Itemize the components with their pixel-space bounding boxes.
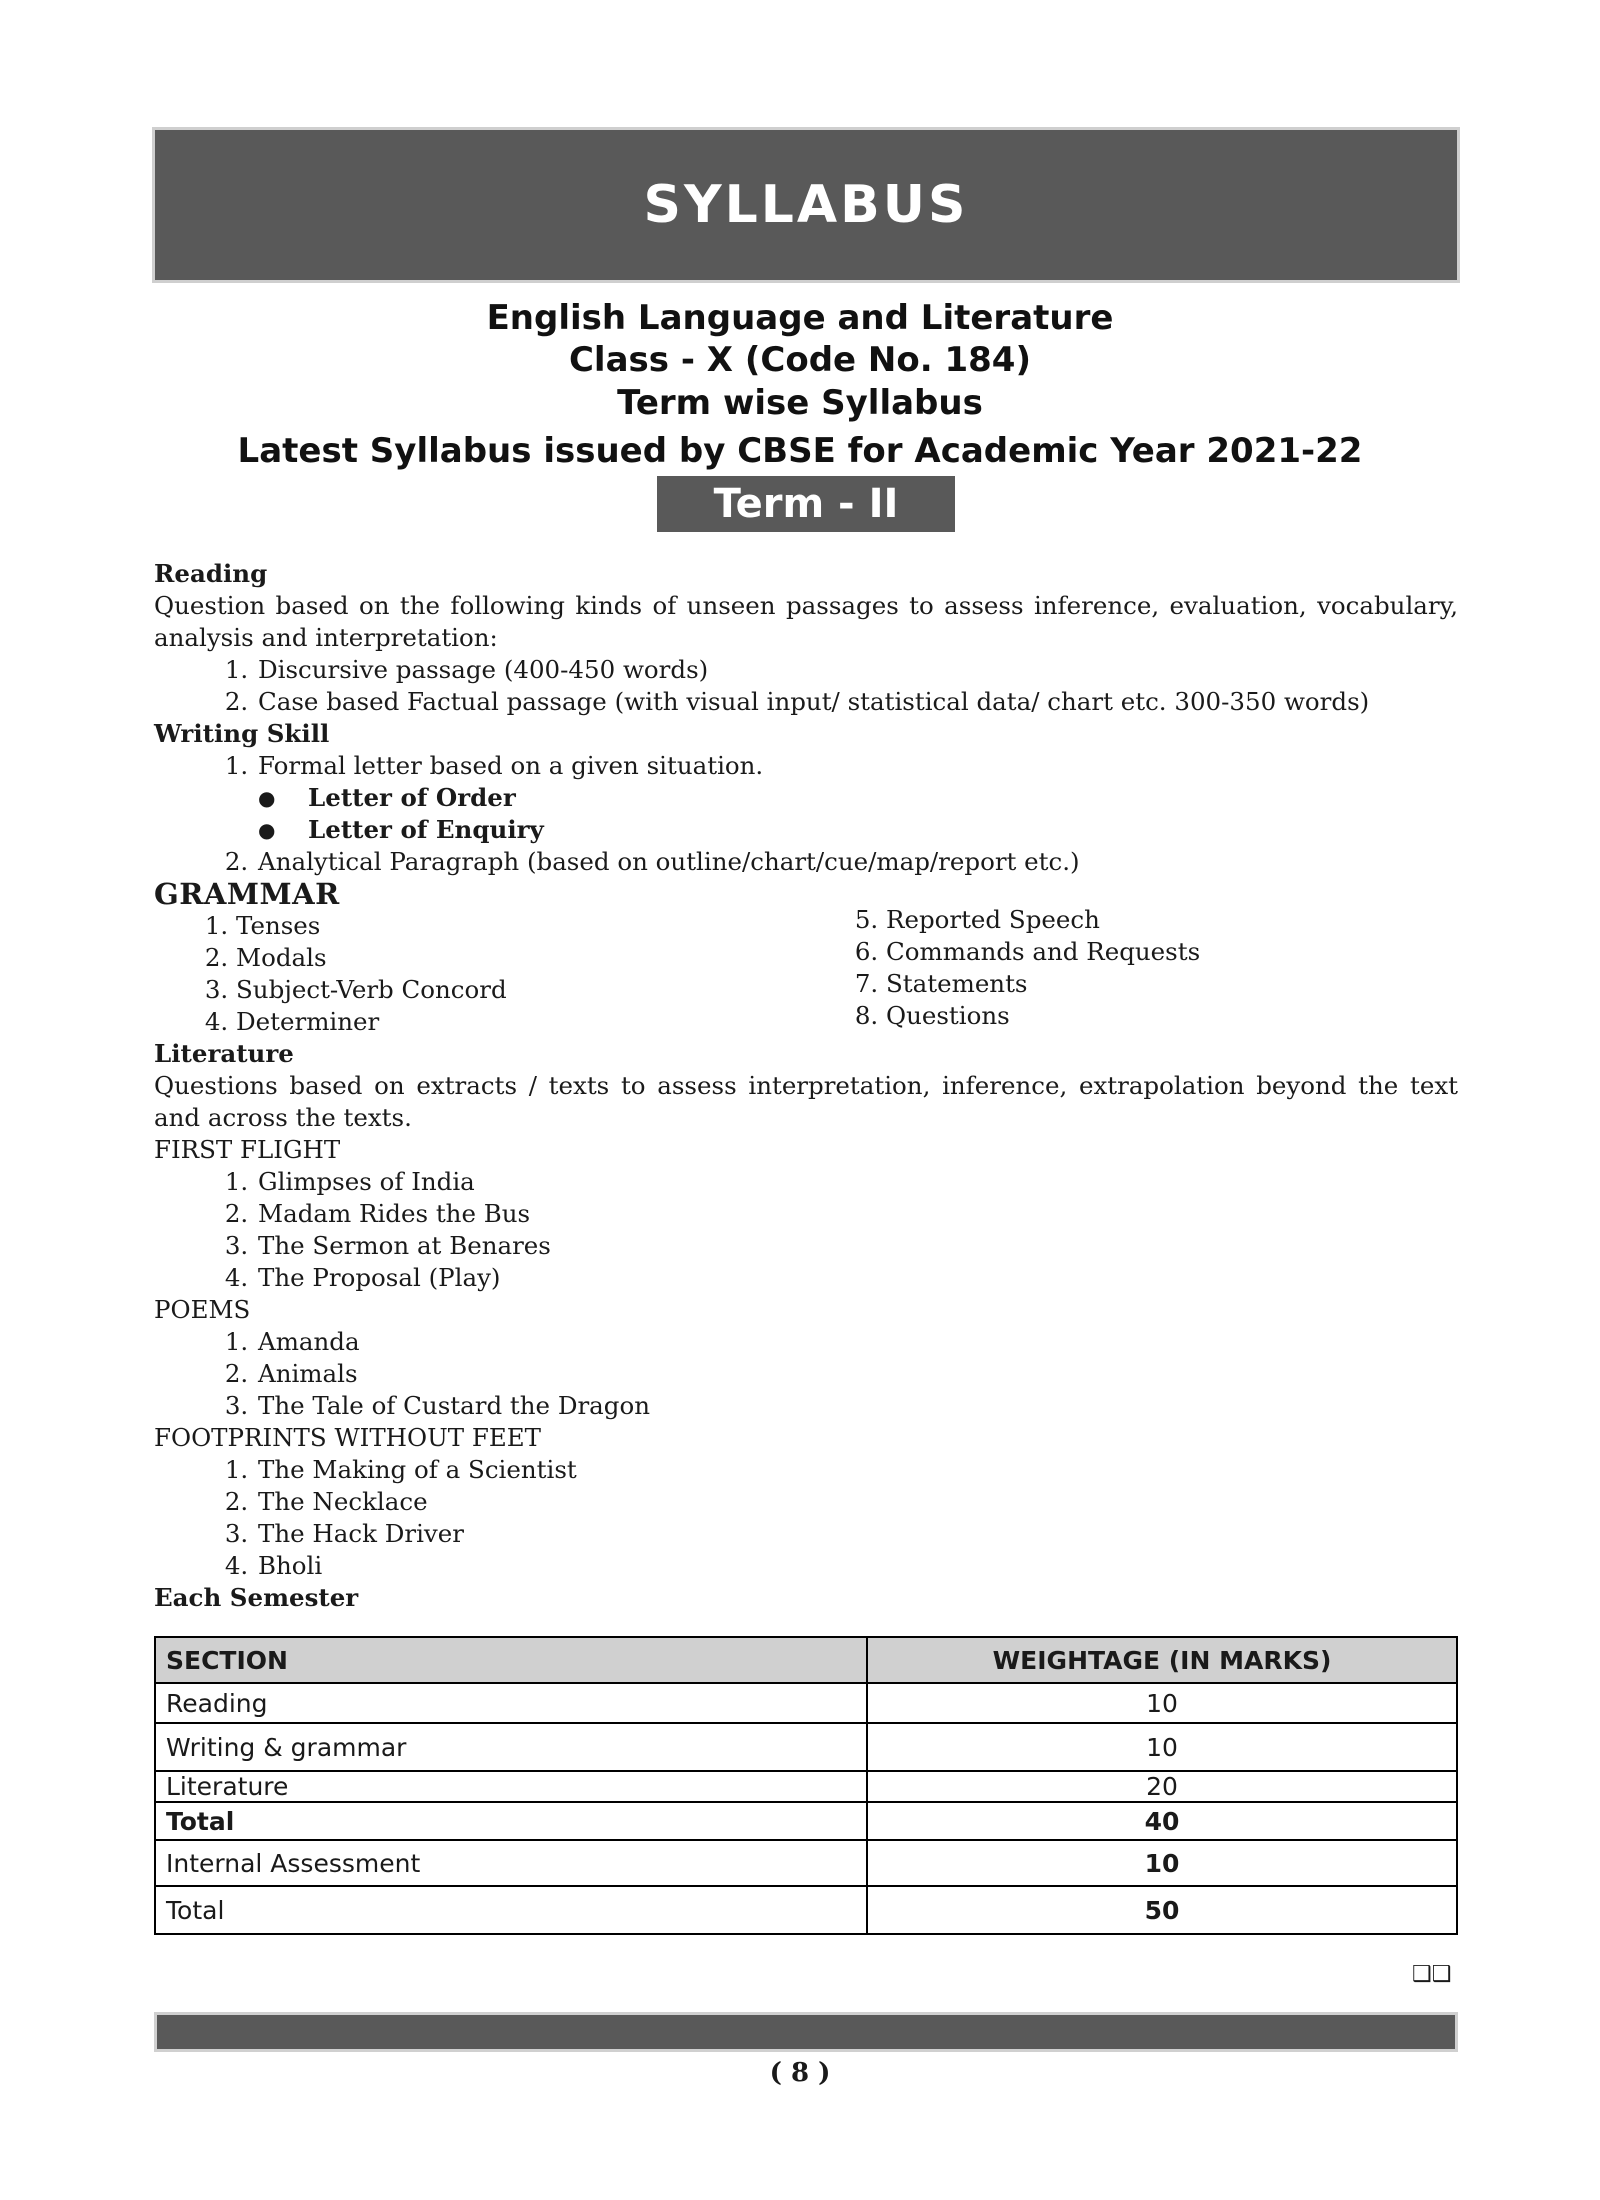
syllabus-year: Latest Syllabus issued by CBSE for Academic Year 2021-22 [237,431,1363,471]
syllabus-banner [152,127,1460,283]
marks-cell: 40 [867,1802,1457,1840]
literature-description: Questions based on extracts / texts to assess interpretation, inference, extrapolation beyond the text and across the texts. [154,1071,1458,1132]
list-item: 2. Modals [236,942,804,974]
list-item: 4. Bholi [256,1550,1458,1582]
banner-title: SYLLABUS [643,175,969,235]
term-badge [657,476,955,532]
marks-table [154,1636,1458,1935]
list-item: 1. Amanda [256,1326,1458,1358]
grammar-list-left [154,910,804,1038]
footprints-heading: FOOTPRINTS WITHOUT FEET [154,1423,542,1452]
reading-description: Question based on the following kinds of unseen passages to assess inference, evaluation, vocabulary, analysis and interpretation: [154,591,1458,652]
marks-cell: 10 [867,1723,1457,1771]
table-row [155,1683,1457,1723]
marks-cell: 10 [867,1683,1457,1723]
class-code: Class - X (Code No. 184) [568,340,1032,380]
writing-heading: Writing Skill [154,719,330,748]
footprints-list [154,1454,1458,1582]
list-item: 2. Case based Factual passage (with visual input/ statistical data/ chart etc. 300-350 words) [256,686,1458,718]
section-cell: Literature [155,1771,867,1802]
marks-cell: 10 [867,1840,1457,1886]
bullet-item: ● Letter of Order [306,782,1458,814]
list-item: 1. Discursive passage (400-450 words) [256,654,1458,686]
page-number: ( 8 ) [769,2058,831,2088]
subject-title: English Language and Literature [486,298,1114,338]
list-item: 1. Glimpses of India [256,1166,1458,1198]
list-item: 7. Statements [886,968,1200,1000]
section-cell: Writing & grammar [155,1723,867,1771]
footer-bar [154,2012,1458,2052]
section-cell: Reading [155,1683,867,1723]
section-header: SECTION [155,1637,867,1683]
grammar-left [154,910,804,1038]
list-item: 2. Madam Rides the Bus [256,1198,1458,1230]
grammar-list-right [804,904,1200,1032]
list-item: 2. Analytical Paragraph (based on outline/chart/cue/map/report etc.) [256,846,1458,878]
list-item: 3. The Sermon at Benares [256,1230,1458,1262]
end-mark-icon: ❑❑ [1412,1962,1452,1987]
table-row [155,1802,1457,1840]
semester-label: Each Semester [154,1583,359,1612]
table-row [155,1840,1457,1886]
grammar-right [804,904,1200,1038]
table-header-row [155,1637,1457,1683]
table-row [155,1723,1457,1771]
bullet-item: ● Letter of Enquiry [306,814,1458,846]
poems-list [154,1326,1458,1422]
list-item: 6. Commands and Requests [886,936,1200,968]
marks-cell: 20 [867,1771,1457,1802]
table-row [155,1771,1457,1802]
list-item: 1. The Making of a Scientist [256,1454,1458,1486]
list-item: 5. Reported Speech [886,904,1200,936]
writing-list [154,750,1458,878]
writing-item-text: Formal letter based on a given situation. [258,751,764,780]
list-item: 2. The Necklace [256,1486,1458,1518]
literature-heading: Literature [154,1039,294,1068]
section-cell: Total [155,1886,867,1934]
first-flight-heading: FIRST FLIGHT [154,1135,341,1164]
syllabus-content [154,558,1458,1614]
marks-cell: 50 [867,1886,1457,1934]
grammar-heading: GRAMMAR [154,877,340,911]
section-cell: Total [155,1802,867,1840]
first-flight-list [154,1166,1458,1294]
list-item: 3. Subject-Verb Concord [236,974,804,1006]
grammar-columns [154,905,1458,1038]
list-item: 1. Tenses [236,910,804,942]
list-item: 3. The Tale of Custard the Dragon [256,1390,1458,1422]
syllabus-type: Term wise Syllabus [617,383,983,423]
list-item: 2. Animals [256,1358,1458,1390]
term-label: Term - II [713,481,899,527]
list-item: 4. The Proposal (Play) [256,1262,1458,1294]
list-item: 4. Determiner [236,1006,804,1038]
table-row [155,1886,1457,1934]
list-item: 3. The Hack Driver [256,1518,1458,1550]
poems-heading: POEMS [154,1295,251,1324]
section-cell: Internal Assessment [155,1840,867,1886]
weightage-header: WEIGHTAGE (IN MARKS) [867,1637,1457,1683]
letter-types [258,782,1458,846]
reading-heading: Reading [154,559,268,588]
list-item [256,750,1458,846]
reading-list [154,654,1458,718]
list-item: 8. Questions [886,1000,1200,1032]
